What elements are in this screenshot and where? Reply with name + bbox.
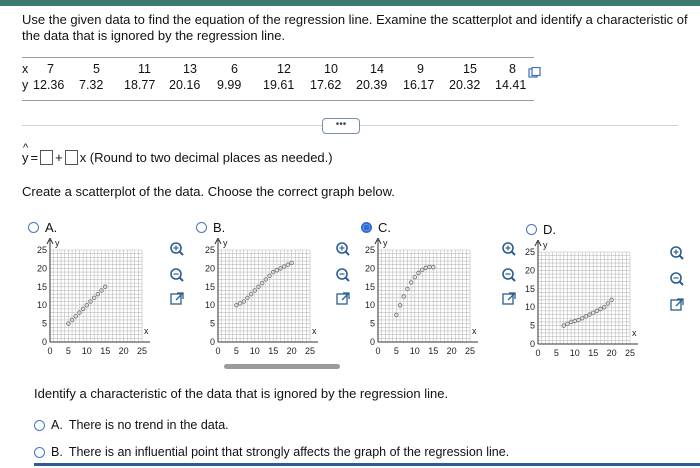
zoom-out-icon[interactable]: [168, 266, 186, 284]
plus-sign: +: [55, 150, 63, 165]
option-a-radio[interactable]: [28, 222, 39, 233]
table-y-value: 19.61: [263, 78, 295, 92]
table-y-value: 14.41: [495, 78, 527, 92]
option-b[interactable]: [196, 220, 225, 235]
scatterplot-d: [516, 240, 646, 366]
x-axis-letter: x: [144, 326, 149, 336]
scatterplot-c: [356, 238, 486, 364]
table-y-value: 9.99: [217, 78, 242, 92]
option-b-radio[interactable]: [196, 222, 207, 233]
option-a[interactable]: [28, 220, 57, 235]
scatterplot-a: [28, 238, 158, 364]
y-tick-label: 0: [529, 339, 535, 349]
x-tick-label: 5: [233, 346, 239, 356]
x-tick-label: 20: [446, 346, 457, 356]
y-tick-label: 15: [36, 281, 47, 292]
x-tick-label: 25: [136, 346, 148, 356]
option-a-label: A.: [45, 220, 58, 235]
answer-b-radio[interactable]: [34, 447, 45, 458]
x-tick-label: 20: [118, 346, 129, 356]
answer-a-letter: A.: [51, 418, 63, 432]
zoom-in-icon[interactable]: [668, 244, 686, 262]
bottom-blue-line: [34, 463, 700, 466]
question-text: Use the given data to find the equation of the regression line. Examine the scatterplot and identify a characteristic of the data that is ignored by the regression line.: [22, 12, 688, 43]
table-x-value: 8: [509, 62, 516, 76]
table-top-rule: [22, 57, 534, 58]
x-tick-label: 0: [535, 348, 541, 358]
table-y-value: 20.32: [449, 78, 481, 92]
table-y-value: 20.16: [169, 78, 201, 92]
table-y-value: 18.77: [124, 78, 156, 92]
option-d-radio[interactable]: [526, 224, 537, 235]
table-x-value: 14: [370, 62, 384, 76]
y-tick-label: 15: [524, 283, 535, 294]
y-tick-label: 15: [204, 281, 215, 292]
table-x-value: 6: [231, 62, 238, 76]
table-x-value: 13: [183, 62, 197, 76]
y-tick-label: 15: [364, 281, 375, 292]
option-c[interactable]: [361, 220, 391, 235]
y-axis-letter: y: [55, 238, 60, 248]
expand-icon[interactable]: [500, 290, 518, 308]
option-d[interactable]: [526, 222, 556, 237]
y-tick-label: 5: [529, 320, 535, 331]
y-tick-label: 25: [524, 247, 535, 257]
y-axis-letter: y: [543, 240, 548, 250]
y-tick-label: 5: [209, 318, 215, 329]
y-tick-label: 25: [204, 245, 215, 255]
create-scatterplot-prompt: Create a scatterplot of the data. Choose the correct graph below.: [22, 184, 395, 199]
x-tick-label: 15: [100, 346, 111, 356]
y-tick-label: 10: [204, 300, 215, 311]
y-tick-label: 0: [41, 337, 47, 347]
answer-b[interactable]: [34, 445, 509, 459]
table-bottom-rule: [22, 100, 534, 101]
table-x-value: 10: [324, 62, 338, 76]
identify-prompt: Identify a characteristic of the data that is ignored by the regression line.: [34, 386, 449, 401]
y-tick-label: 20: [36, 263, 47, 274]
option-c-label: C.: [378, 220, 391, 235]
x-tick-label: 5: [65, 346, 71, 356]
zoom-out-icon[interactable]: [668, 270, 686, 288]
x-axis-letter: x: [312, 326, 317, 336]
expand-icon[interactable]: [668, 296, 686, 314]
y-tick-label: 5: [369, 318, 375, 329]
expand-icon[interactable]: [334, 290, 352, 308]
y-hat-symbol: ^ y: [22, 150, 29, 165]
x-tick-label: 20: [286, 346, 297, 356]
x-tick-label: 15: [428, 346, 439, 356]
x-tick-label: 20: [606, 348, 617, 358]
x-tick-label: 15: [588, 348, 599, 358]
table-x-label: x: [22, 62, 29, 76]
intercept-input[interactable]: [40, 150, 53, 165]
table-y-label: y: [22, 78, 29, 92]
copy-icon[interactable]: [528, 66, 542, 78]
x-tick-label: 25: [464, 346, 476, 356]
table-x-value: 7: [47, 62, 54, 76]
y-tick-label: 20: [364, 263, 375, 274]
y-axis-letter: y: [223, 238, 228, 248]
x-axis-letter: x: [472, 326, 477, 336]
x-tick-label: 5: [393, 346, 399, 356]
answer-a[interactable]: [34, 418, 229, 432]
data-table: [22, 62, 534, 100]
table-x-value: 15: [463, 62, 477, 76]
x-tick-label: 25: [304, 346, 316, 356]
table-y-value: 16.17: [403, 78, 435, 92]
answer-b-letter: B.: [51, 445, 63, 459]
option-d-label: D.: [543, 222, 556, 237]
equals-sign: =: [30, 150, 39, 165]
zoom-out-icon[interactable]: [500, 266, 518, 284]
y-tick-label: 25: [36, 245, 47, 255]
zoom-out-icon[interactable]: [334, 266, 352, 284]
regression-equation: [22, 150, 333, 165]
y-tick-label: 20: [524, 265, 535, 276]
expand-icon[interactable]: [168, 290, 186, 308]
option-c-radio[interactable]: [361, 222, 372, 233]
x-tick-label: 25: [624, 348, 636, 358]
x-tick-label: 10: [81, 346, 92, 356]
zoom-in-icon[interactable]: [500, 240, 518, 258]
x-tick-label: 0: [375, 346, 381, 356]
zoom-in-icon[interactable]: [168, 240, 186, 258]
answer-b-text: There is an influential point that strongly affects the graph of the regression line.: [68, 445, 510, 459]
y-axis-letter: y: [383, 238, 388, 248]
table-y-value: 20.39: [356, 78, 388, 92]
table-x-value: 11: [138, 62, 151, 76]
table-x-value: 12: [277, 62, 291, 76]
table-y-value: 7.32: [79, 78, 104, 92]
x-axis-letter: x: [632, 328, 637, 338]
zoom-in-icon[interactable]: [334, 240, 352, 258]
scatterplot-b: [196, 238, 326, 364]
y-tick-label: 10: [364, 300, 375, 311]
top-accent-bar: [0, 0, 700, 6]
y-tick-label: 5: [41, 318, 47, 329]
y-tick-label: 20: [204, 263, 215, 274]
y-tick-label: 0: [209, 337, 215, 347]
y-tick-label: 25: [364, 245, 375, 255]
table-x-value: 9: [417, 62, 424, 76]
x-tick-label: 10: [569, 348, 580, 358]
x-tick-label: 10: [409, 346, 420, 356]
expand-more-button[interactable]: •••: [322, 118, 360, 134]
slope-input[interactable]: [65, 150, 78, 165]
round-instruction: x (Round to two decimal places as needed.): [79, 150, 333, 165]
answer-a-text: There is no trend in the data.: [68, 418, 229, 432]
horizontal-scrollbar[interactable]: [224, 364, 340, 369]
x-tick-label: 0: [215, 346, 221, 356]
y-tick-label: 10: [36, 300, 47, 311]
x-tick-label: 15: [268, 346, 279, 356]
y-tick-label: 10: [524, 302, 535, 313]
option-b-label: B.: [213, 220, 226, 235]
answer-a-radio[interactable]: [34, 420, 45, 431]
table-y-value: 17.62: [310, 78, 342, 92]
y-tick-label: 0: [369, 337, 375, 347]
table-y-value: 12.36: [33, 78, 65, 92]
x-tick-label: 10: [249, 346, 260, 356]
x-tick-label: 0: [47, 346, 53, 356]
table-x-value: 5: [93, 62, 100, 76]
x-tick-label: 5: [553, 348, 559, 358]
